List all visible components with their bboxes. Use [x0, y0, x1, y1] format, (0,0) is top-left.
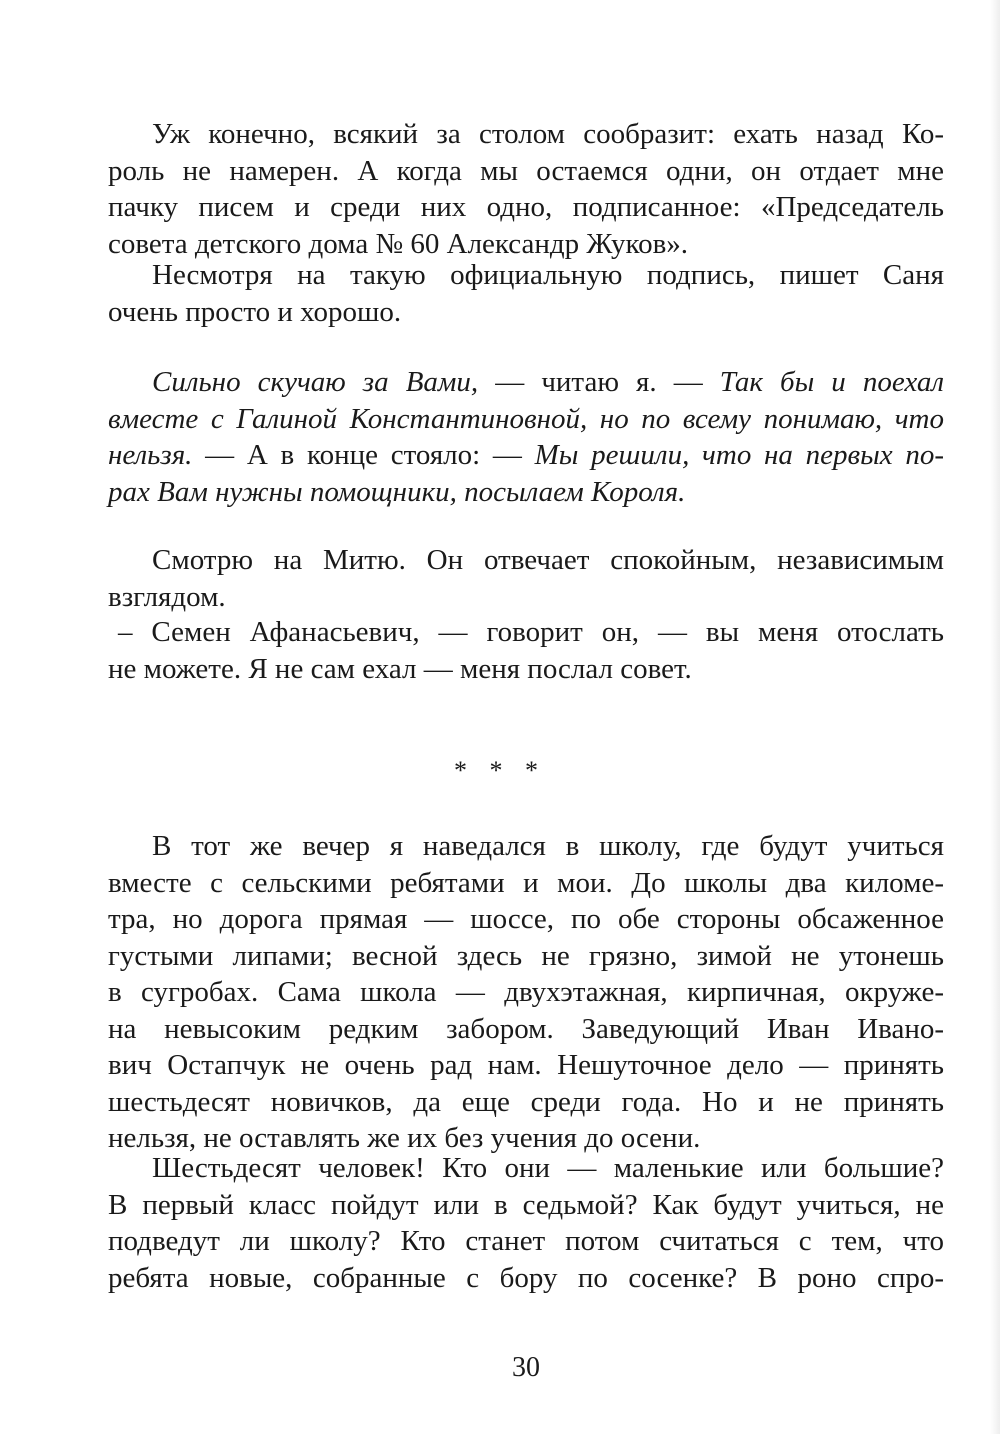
text-line: очень просто и хорошо.: [108, 295, 402, 328]
text-line: взглядом.: [108, 580, 226, 613]
italic-text: Так бы и поехал: [719, 366, 945, 398]
text-line: [108, 474, 944, 511]
text-line: В тот же вечер я наведался в школу, где будут учиться: [152, 830, 944, 862]
text-line: на невысоким редким забором. Заведующий Иван Ивано-: [108, 1012, 944, 1045]
text-line: шестьдесят новичков, да еще среди года. Но и не принять: [108, 1085, 944, 1118]
page-number: 30: [512, 1352, 540, 1383]
paragraph-6: [108, 1150, 944, 1296]
italic-text: рах Вам нужны помощники, посылаем Короля.: [108, 475, 686, 508]
text-line: совета детского дома № 60 Александр Жуков».: [108, 227, 689, 260]
text-line: пачку писем и среди них одно, подписанное: «Председатель: [108, 191, 944, 223]
paragraph-2: [108, 257, 944, 330]
section-separator: * * *: [454, 756, 546, 785]
letter-quote: [108, 364, 944, 510]
text-line: густыми липами; весной здесь не грязно, зимой не утонешь: [108, 939, 944, 972]
paragraph-1: [108, 116, 944, 262]
italic-text: вместе с Галиной Константиновной, но по всему понимаю, что: [108, 402, 944, 435]
text-line: в сугробах. Сама школа — двухэтажная, кирпичная, окруже-: [108, 976, 944, 1008]
plain-text: — А в конце стояло: —: [192, 439, 535, 471]
text-line: [108, 401, 944, 438]
italic-text: Мы решили, что на первых по-: [534, 439, 944, 471]
text-line: тра, но дорога прямая — шоссе, по обе стороны обсаженное: [108, 903, 944, 935]
text-line: нельзя, не оставлять же их без учения до осени.: [108, 1122, 701, 1154]
italic-text: нельзя.: [108, 439, 193, 471]
text-line: Шестьдесят человек! Кто они — маленькие или большие?: [152, 1152, 944, 1184]
text-line: не можете. Я не сам ехал — меня послал совет.: [108, 652, 692, 685]
text-line: вич Остапчук не очень рад нам. Нешуточное дело — принять: [108, 1049, 944, 1081]
text-line: В первый класс пойдут или в седьмой? Как будут учиться, не: [108, 1188, 944, 1221]
text-line: Смотрю на Митю. Он отвечает спокойным, независимым: [152, 544, 944, 576]
paragraph-5: [108, 828, 944, 1157]
text-line: ребята новые, собранные с бору по сосенке? В роно спро-: [108, 1261, 944, 1294]
text-line: Уж конечно, всякий за столом сообразит: ехать назад Ко-: [152, 118, 944, 150]
text-line: [108, 437, 944, 474]
text-line: Несмотря на такую официальную подпись, пишет Саня: [152, 259, 944, 291]
text-line: роль не намерен. А когда мы остаемся одни, он отдает мне: [108, 154, 944, 187]
italic-text: Сильно скучаю за Вами,: [152, 366, 479, 398]
page-edge: [990, 0, 1000, 1434]
plain-text: — читаю я. —: [478, 366, 720, 398]
text-line: [108, 364, 944, 401]
text-line: – Семен Афанасьевич, — говорит он, — вы меня отослать: [118, 616, 944, 648]
text-line: вместе с сельскими ребятами и мои. До школы два киломе-: [108, 866, 944, 899]
paragraph-4: [108, 614, 944, 687]
text-line: подведут ли школу? Кто станет потом считаться с тем, что: [108, 1225, 944, 1257]
paragraph-3: [108, 542, 944, 615]
